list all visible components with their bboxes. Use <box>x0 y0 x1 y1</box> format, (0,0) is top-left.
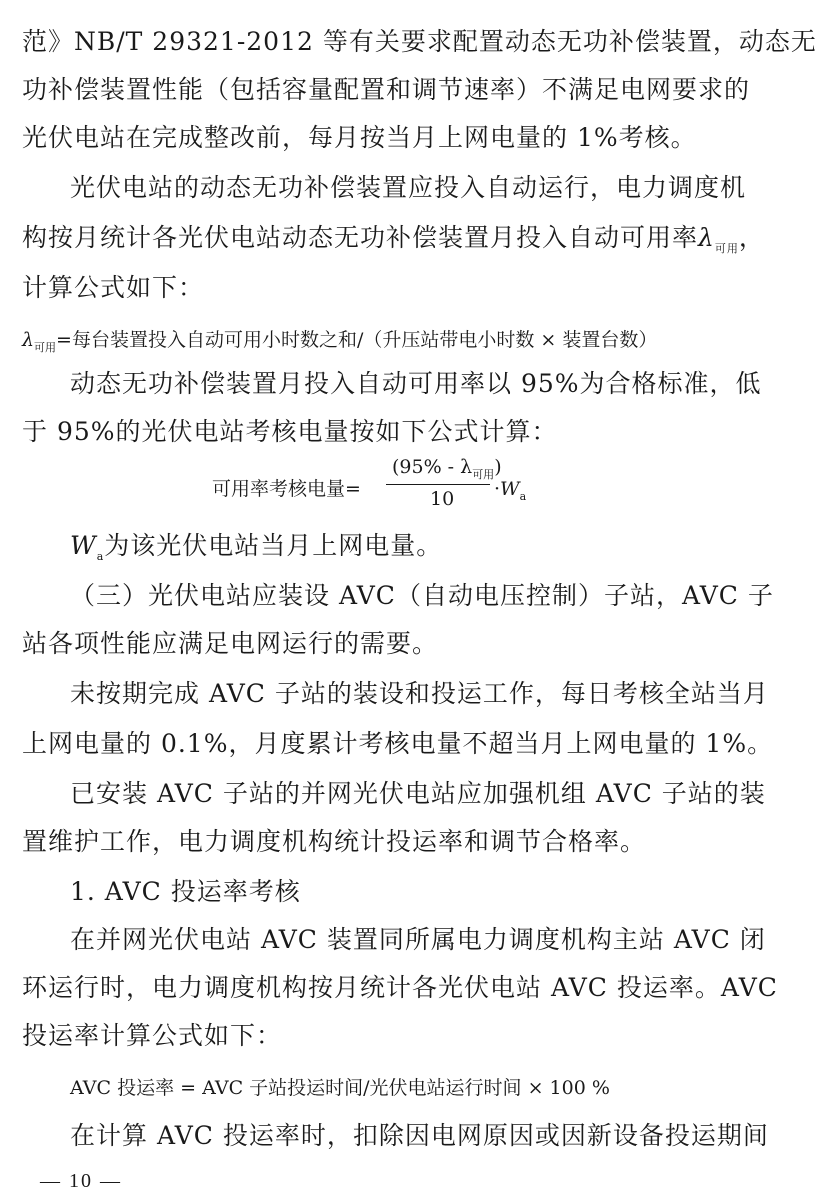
dot-operator: · <box>494 478 501 500</box>
subscript: 可用 <box>714 242 739 255</box>
text-line: 在计算 AVC 投运率时，扣除因电网原因或因新设备投运期间 <box>70 1121 769 1150</box>
text-line: 于 95%的光伏电站考核电量按如下公式计算： <box>22 417 558 446</box>
page-number: — 10 — <box>40 1170 122 1192</box>
subscript: a <box>519 489 527 503</box>
lambda-symbol: λ <box>22 329 35 351</box>
subscript: 可用 <box>472 467 495 481</box>
text-line: 动态无功补偿装置月投入自动可用率以 95%为合格标准，低 <box>70 369 762 398</box>
text-line: 范》NB/T 29321-2012 等有关要求配置动态无功补偿装置，动态无 <box>22 27 817 56</box>
formula-right <box>494 473 526 513</box>
lambda-symbol: λ <box>698 223 715 252</box>
text-segment: ) <box>494 456 502 478</box>
fraction <box>386 456 502 516</box>
text-line: （三）光伏电站应装设 AVC（自动电压控制）子站，AVC 子 <box>70 581 774 610</box>
text-line <box>70 530 442 573</box>
text-segment: ， <box>738 223 765 252</box>
text-line: 环运行时，电力调度机构按月统计各光伏电站 AVC 投运率。AVC <box>22 973 778 1002</box>
text-line: 未按期完成 AVC 子站的装设和投运工作，每日考核全站当月 <box>70 679 769 708</box>
text-line: 计算公式如下： <box>22 273 205 302</box>
text-line: 投运率计算公式如下： <box>22 1021 283 1050</box>
fraction-bar <box>386 484 490 485</box>
formula-line <box>22 324 657 364</box>
section-heading: 1. AVC 投运率考核 <box>70 877 301 906</box>
text-segment: (95% - λ <box>392 456 473 478</box>
text-line: 在并网光伏电站 AVC 装置同所属电力调度机构主站 AVC 闭 <box>70 925 766 954</box>
w-symbol: W <box>500 478 520 500</box>
text-line: 光伏电站的动态无功补偿装置应投入自动运行，电力调度机 <box>70 173 747 202</box>
text-line: 功补偿装置性能（包括容量配置和调节速率）不满足电网要求的 <box>22 75 751 104</box>
text-segment: 为该光伏电站当月上网电量。 <box>104 531 443 560</box>
text-line: 光伏电站在完成整改前，每月按当月上网电量的 1%考核。 <box>22 123 697 152</box>
formula-left: 可用率考核电量= <box>212 478 361 500</box>
text-line: 已安装 AVC 子站的并网光伏电站应加强机组 AVC 子站的装 <box>70 779 766 808</box>
formula-line: AVC 投运率 = AVC 子站投运时间/光伏电站运行时间 × 100 % <box>70 1077 610 1099</box>
text-line <box>22 222 765 265</box>
fraction-denominator: 10 <box>430 488 455 510</box>
text-line: 上网电量的 0.1%，月度累计考核电量不超当月上网电量的 1%。 <box>22 729 774 758</box>
w-symbol: W <box>70 531 97 560</box>
subscript: a <box>96 550 105 563</box>
subscript: 可用 <box>34 340 57 354</box>
text-segment: 构按月统计各光伏电站动态无功补偿装置月投入自动可用率 <box>22 223 699 252</box>
text-segment: =每台装置投入自动可用小时数之和/（升压站带电小时数 × 装置台数） <box>56 329 658 351</box>
text-line: 站各项性能应满足电网运行的需要。 <box>22 629 439 658</box>
text-line: 置维护工作，电力调度机构统计投运率和调节合格率。 <box>22 827 647 856</box>
fraction-numerator <box>392 456 502 482</box>
